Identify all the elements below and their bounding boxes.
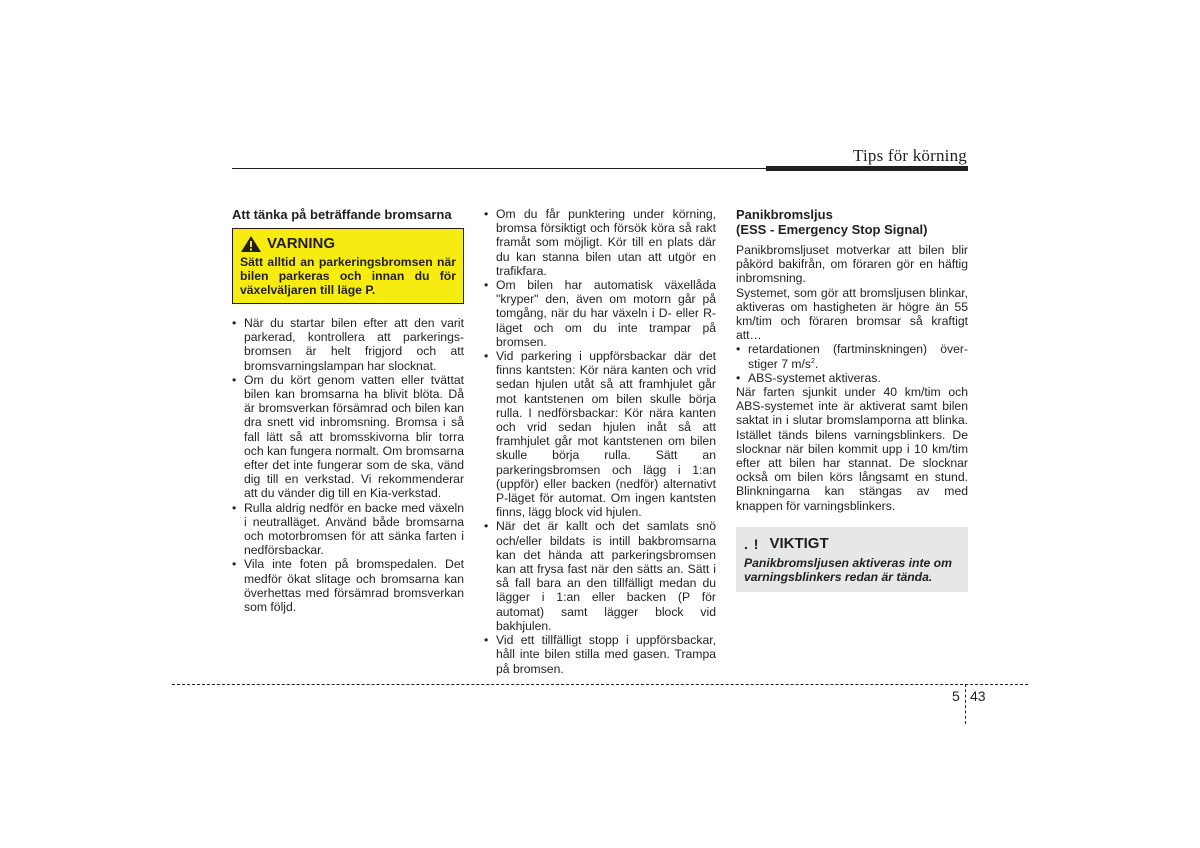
exclamation-icon: . ! [744,535,760,552]
section-title: Tips för körning [852,146,967,165]
ess-heading-line2: (ESS - Emergency Stop Signal) [736,222,928,237]
column-1 [232,207,464,614]
notice-title: VIKTIGT [769,534,829,552]
superscript: 2 [811,357,815,365]
ess-heading-line1: Panikbromsljus [736,207,833,222]
ess-paragraph-3: När farten sjunkit under 40 km/tim och ABS-systemet inte är aktiverat samt bilen saktat in i slutar bromslamporna att blinka. Istället tänds bilens varningsblinkers. De slocknar när bilen kommit upp i 10 km/tim efter att bilen har stannat. De slocknar också om bilen körs långsamt en stund. Blinkningarna kan stängas av med knappen för varningsblinkers. [736,385,968,513]
list-item: • Om bilen har automatisk växellåda "kryper" den, även om motorn går på tomgång, när du har växeln i D- eller R-läget och om du inte trampar på bromsen. [484,278,716,349]
column-2 [484,207,716,676]
list-item: • Vid parkering i uppförsbackar där det finns kantsten: Kör nära kanten och vrid sedan hjulen utåt så att framhjulet går mot kantstenen om bilen skulle börja rulla. I nedförsbackar: Kör nära kanten och vrid sedan hjulen inåt så att framhjulet går mot kantstenen om bilen skulle börja rulla. Sätt an parkeringsbromsen och lägg i 1:an (uppför) eller backen (nedför) alternativt P-läget för automat. Om ingen kantsten finns, lägg block vid hjulen. [484,349,716,519]
brakes-heading: Att tänka på beträffande bromsarna [232,207,452,222]
notice-text: Panikbromsljusen aktiveras inte om varningsblinkers redan är tända. [744,555,952,584]
ess-conditions-list [736,342,968,385]
driving-tips-list [484,207,716,676]
brake-tips-list [232,316,464,614]
warning-title-row [240,235,456,253]
warning-box [232,228,464,304]
footer-rule [172,684,1028,685]
notice-box [736,527,968,592]
bullet-end: . [814,356,819,371]
ess-paragraph-1: Panikbromsljuset motverkar att bilen blir påkörd bakifrån, om föraren gör en häftig inbromsning. [736,243,968,286]
list-item: • Om du får punktering under körning, bromsa försiktigt och försök köra så rakt framåt som möjligt. Kör till en plats där du kan stanna bilen utan att utgör en trafikfara. [484,207,716,278]
list-item: • Vila inte foten på bromspedalen. Det medför ökat slitage och bromsarna kan överhettas med försämrad bromsverkan som följd. [232,557,464,614]
list-item: • Vid ett tillfälligt stopp i uppförsbackar, håll inte bilen stilla med gasen. Trampa på bromsen. [484,633,716,676]
list-item: • När det är kallt och det samlats snö och/eller bildats is intill bakbromsarna kan det hända att parkeringsbromsen kan att frysa fast när den sätts an. Sätt i så fall bara an den tillfälligt medan du lägger i 1:an eller backen (P för automat) samt lägger block vid bakhjulen. [484,519,716,633]
chapter-number: 5 [952,688,960,704]
footer-divider [965,684,966,724]
warning-title: VARNING [267,235,336,252]
ess-paragraph-2: Systemet, som gör att bromsljusen blinkar, aktiveras om hastigheten är högre än 55 km/tim och föraren bromsar så kraftigt att… [736,285,968,343]
bullet-text: retardationen (fartminskningen) över-stiger 7 m/s [748,342,968,371]
ess-heading [736,207,968,237]
notice-title-row [744,535,960,553]
list-item [736,342,968,370]
header-bar [766,166,968,171]
warning-triangle-icon [240,235,262,253]
list-item: • Rulla aldrig nedför en backe med växeln i neutralläget. Använd både bromsarna och motorbromsen för att sänka farten i nedförsbackar. [232,501,464,558]
list-item: • Om du kört genom vatten eller tvättat bilen kan bromsarna ha blivit blöta. Då är bromsverkan försämrad och bilen kan dra snett vid inbromsning. Bromsa i så fall lätt så att bromsskivorna blir torra och kan fungera normalt. Om bromsarna efter det inte fungerar som de ska, vänd dig till en verkstad. Vi rekommenderar att du vänder dig till en Kia-verkstad. [232,373,464,501]
warning-text: Sätt alltid an parkeringsbromsen när bilen parkeras och innan du för växelväljaren till läge P. [240,255,456,297]
column-3 [736,207,968,592]
page-number: 43 [970,688,986,704]
list-item: • ABS-systemet aktiveras. [736,371,968,385]
list-item: • När du startar bilen efter att den varit parkerad, kontrollera att parkerings-bromsen är helt frigjord och att bromsvarningslampan har slocknat. [232,316,464,373]
